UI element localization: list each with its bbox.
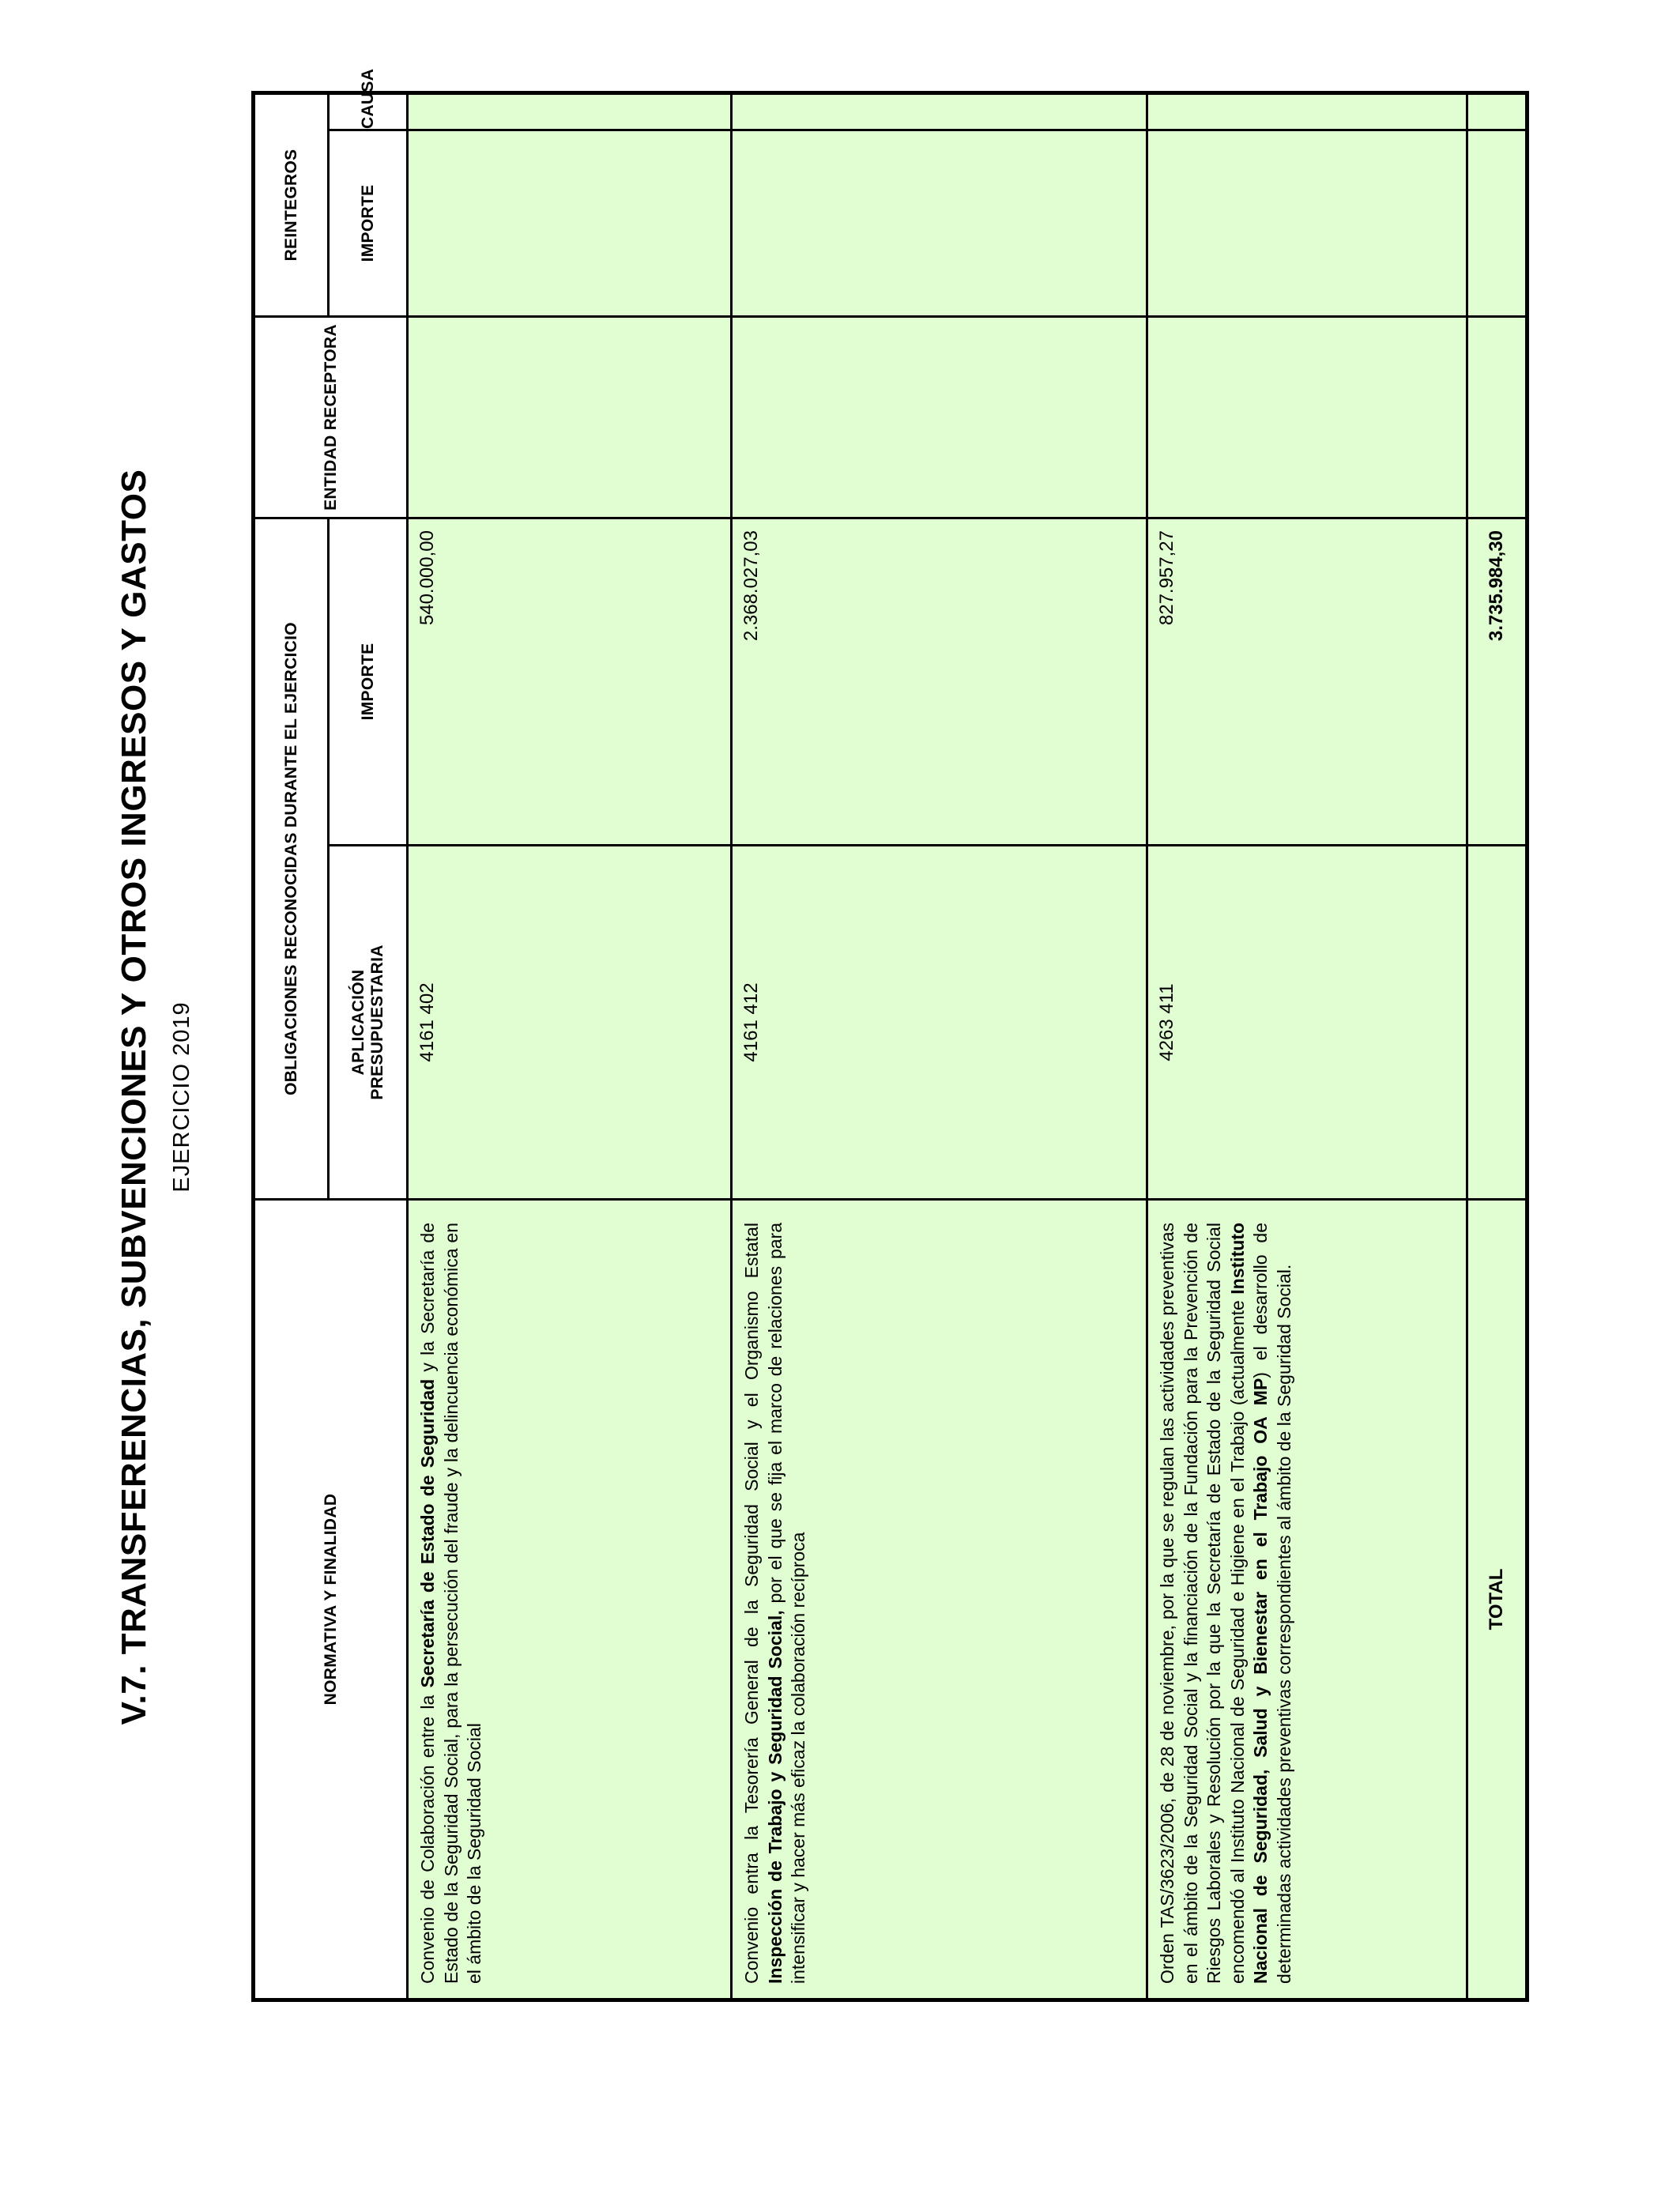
normativa-cell xyxy=(408,1200,732,2000)
header-causa: CAUSA xyxy=(329,92,408,130)
entidad-cell xyxy=(408,317,732,518)
total-importe: 3.735.984,30 xyxy=(1467,518,1527,846)
causa-cell xyxy=(732,92,1147,130)
normativa-text-part: Convenio entra la Tesorería General de la Seguridad Social y el Organismo Estatal xyxy=(741,1223,762,1984)
entidad-cell xyxy=(732,317,1147,518)
table-row xyxy=(732,92,1147,2000)
normativa-text xyxy=(740,1223,811,1984)
aplicacion-cell: 4263 411 xyxy=(1147,846,1467,1200)
transfers-table xyxy=(251,68,1529,2002)
page-title: V.7. TRANSFERENCIAS, SUBVENCIONES Y OTROS INGRESOS Y GASTOS xyxy=(115,469,153,1725)
importe-cell: 827.957,27 xyxy=(1147,518,1467,846)
normativa-cell xyxy=(732,1200,1147,2000)
importe-cell: 540.000,00 xyxy=(408,518,732,846)
header-importe: IMPORTE xyxy=(329,518,408,846)
header-aplicacion-line2: PRESUPUESTARIA xyxy=(367,944,386,1100)
header-row-1 xyxy=(254,92,329,2000)
header-reintegros: REINTEGROS xyxy=(254,92,329,316)
aplicacion-cell: 4161 402 xyxy=(408,846,732,1200)
normativa-text-bold: Secretaría de Estado de Seguridad xyxy=(417,1378,438,1688)
aplicacion-cell: 4161 412 xyxy=(732,846,1147,1200)
table-row xyxy=(408,92,732,2000)
total-reintegro-cell xyxy=(1467,130,1527,317)
reintegro-importe-cell xyxy=(732,130,1147,317)
normativa-text-part: y la Secretaría de Estado de la Seguridad Social, para la persecución del fraude y la delincuencia económica en el ámbito de la Seguridad Social xyxy=(417,1222,484,1984)
normativa-text-bold: Inspección de Trabajo y Seguridad Social, xyxy=(764,1610,785,1984)
causa-cell xyxy=(408,92,732,130)
normativa-text-part: ) el desarrollo de determinadas actividades preventivas correspondientes al ámbito de la Seguridad Social. xyxy=(1250,1223,1294,1984)
importe-cell: 2.368.027,03 xyxy=(732,518,1147,846)
normativa-cell xyxy=(1147,1200,1467,2000)
reintegro-importe-cell xyxy=(408,130,732,317)
normativa-text-part: por el que se fija el marco de relaciones para intensificar y hacer más eficaz la colaboración recíproca xyxy=(764,1223,808,1984)
total-causa-cell xyxy=(1467,92,1527,130)
entidad-cell xyxy=(1147,317,1467,518)
normativa-text-bold: Instituto Nacional de Seguridad, Salud y Bienestar en el Trabajo OA MP xyxy=(1226,1223,1271,1984)
total-label: TOTAL xyxy=(1467,1200,1527,2000)
header-obligaciones: OBLIGACIONES RECONOCIDAS DURANTE EL EJERCICIO xyxy=(254,518,329,1200)
table-row xyxy=(1147,92,1467,2000)
header-normativa: NORMATIVA Y FINALIDAD xyxy=(254,1200,408,2000)
page-subtitle: EJERCICIO 2019 xyxy=(169,1001,194,1193)
header-aplicacion-line1: APLICACIÓN xyxy=(348,969,367,1076)
normativa-text xyxy=(416,1223,487,1984)
header-entidad: ENTIDAD RECEPTORA xyxy=(254,317,408,518)
total-row xyxy=(1467,92,1527,2000)
header-reintegros-importe: IMPORTE xyxy=(329,130,408,317)
normativa-text-part: Convenio de Colaboración entre la xyxy=(417,1687,438,1984)
header-aplicacion xyxy=(329,846,408,1200)
reintegro-importe-cell xyxy=(1147,130,1467,317)
causa-cell xyxy=(1147,92,1467,130)
total-aplicacion-cell xyxy=(1467,846,1527,1200)
normativa-text xyxy=(1156,1223,1296,1984)
total-entidad-cell xyxy=(1467,317,1527,518)
normativa-text-part: Orden TAS/3623/2006, de 28 de noviembre, por la que se regulan las actividades preventivas en el ámbito de la Seguridad Social y la financiación de la Fundación para la Prevención de Riesgos Laborales y Resolución por la que la Secretaría de Estado de la Seguridad Social encomendó al Instituto Nacional de Seguridad e Higiene en el Trabajo (actualmente xyxy=(1157,1223,1248,1984)
